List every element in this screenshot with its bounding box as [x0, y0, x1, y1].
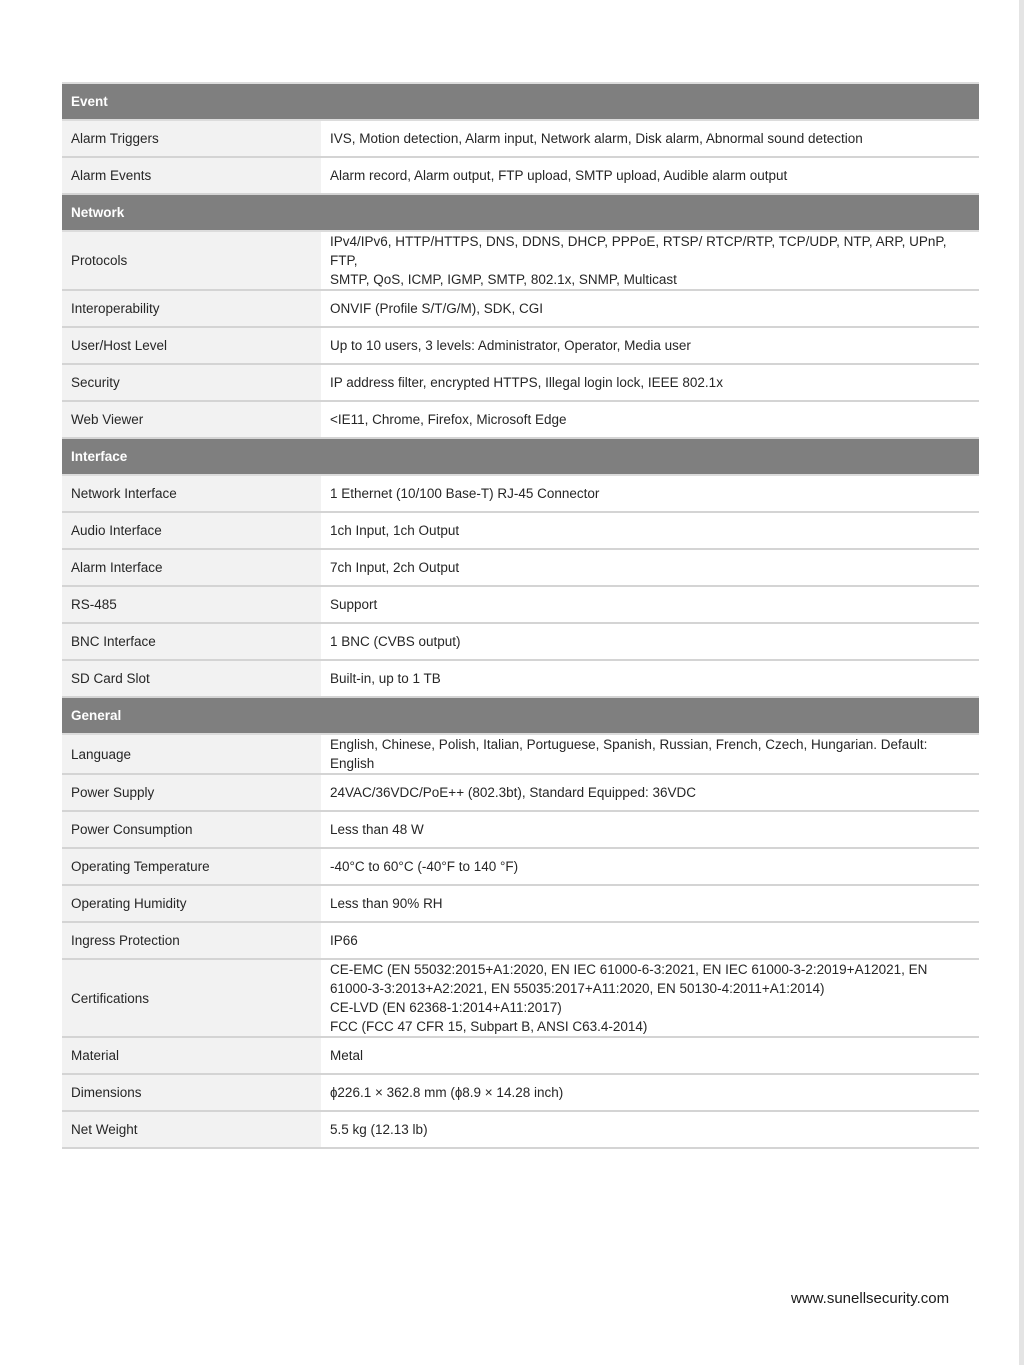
section-header-network — [62, 194, 979, 231]
section-header-general — [62, 697, 979, 734]
spec-value-line: 7ch Input, 2ch Output — [330, 560, 460, 575]
table-row — [62, 1074, 979, 1111]
spec-value-line: 5.5 kg (12.13 lb) — [330, 1122, 428, 1137]
spec-value — [321, 959, 979, 1037]
table-row — [62, 120, 979, 157]
spec-label: Security — [62, 364, 321, 401]
spec-label: Network Interface — [62, 475, 321, 512]
table-row — [62, 848, 979, 885]
section-title: Network — [62, 194, 979, 231]
spec-label: Web Viewer — [62, 401, 321, 438]
spec-value-line: ɸ226.1 × 362.8 mm (ɸ8.9 × 14.28 inch) — [330, 1085, 564, 1100]
spec-value — [321, 157, 979, 194]
table-row — [62, 512, 979, 549]
spec-value — [321, 848, 979, 885]
spec-value — [321, 586, 979, 623]
table-row — [62, 885, 979, 922]
spec-value-line: CE-LVD (EN 62368-1:2014+A11:2017) — [330, 1000, 562, 1015]
spec-value-line: 1ch Input, 1ch Output — [330, 523, 460, 538]
spec-label: Material — [62, 1037, 321, 1074]
table-row — [62, 401, 979, 438]
spec-value-line: SMTP, QoS, ICMP, IGMP, SMTP, 802.1x, SNMP, Multicast — [330, 272, 677, 287]
section-title: General — [62, 697, 979, 734]
spec-label: Alarm Triggers — [62, 120, 321, 157]
section-title: Event — [62, 83, 979, 120]
spec-label: BNC Interface — [62, 623, 321, 660]
spec-value-line: 24VAC/36VDC/PoE++ (802.3bt), Standard Equipped: 36VDC — [330, 785, 696, 800]
spec-label: Alarm Events — [62, 157, 321, 194]
spec-value — [321, 734, 979, 774]
spec-label: Interoperability — [62, 290, 321, 327]
spec-value — [321, 549, 979, 586]
spec-label: Power Supply — [62, 774, 321, 811]
spec-value — [321, 1074, 979, 1111]
spec-label: Audio Interface — [62, 512, 321, 549]
spec-value-line: 61000-3-3:2013+A2:2021, EN 55035:2017+A11:2020, EN 50130-4:2011+A1:2014) — [330, 981, 825, 996]
spec-label: Protocols — [62, 231, 321, 290]
table-row — [62, 774, 979, 811]
spec-value — [321, 290, 979, 327]
spec-value — [321, 401, 979, 438]
page-edge — [1019, 0, 1024, 1365]
table-row — [62, 549, 979, 586]
spec-label: Operating Temperature — [62, 848, 321, 885]
spec-label: SD Card Slot — [62, 660, 321, 697]
spec-label: Certifications — [62, 959, 321, 1037]
table-row — [62, 586, 979, 623]
spec-value-line: IP66 — [330, 933, 358, 948]
spec-value-line: -40°C to 60°C (-40°F to 140 °F) — [330, 859, 519, 874]
spec-value-line: CE-EMC (EN 55032:2015+A1:2020, EN IEC 61000-6-3:2021, EN IEC 61000-3-2:2019+A12021, EN — [330, 962, 928, 977]
section-header-interface — [62, 438, 979, 475]
spec-value — [321, 327, 979, 364]
spec-value-line: ONVIF (Profile S/T/G/M), SDK, CGI — [330, 301, 544, 316]
table-row — [62, 922, 979, 959]
spec-value — [321, 1111, 979, 1148]
spec-label: Operating Humidity — [62, 885, 321, 922]
spec-value-line: FCC (FCC 47 CFR 15, Subpart B, ANSI C63.4-2014) — [330, 1019, 648, 1034]
spec-value-line: English — [330, 756, 375, 771]
table-row — [62, 734, 979, 774]
spec-value — [321, 660, 979, 697]
spec-value — [321, 364, 979, 401]
table-row — [62, 811, 979, 848]
spec-value — [321, 922, 979, 959]
spec-value — [321, 120, 979, 157]
spec-label: Ingress Protection — [62, 922, 321, 959]
spec-value-line: IPv4/IPv6, HTTP/HTTPS, DNS, DDNS, DHCP, PPPoE, RTSP/ RTCP/RTP, TCP/UDP, NTP, ARP, UPnP, FTP, — [330, 234, 947, 268]
spec-value-line: Less than 90% RH — [330, 896, 443, 911]
spec-value-line: IP address filter, encrypted HTTPS, Illegal login lock, IEEE 802.1x — [330, 375, 723, 390]
table-row — [62, 959, 979, 1037]
spec-label: Language — [62, 734, 321, 774]
spec-value-line: <IE11, Chrome, Firefox, Microsoft Edge — [330, 412, 567, 427]
table-row — [62, 364, 979, 401]
spec-value-line: 1 BNC (CVBS output) — [330, 634, 461, 649]
spec-label: Dimensions — [62, 1074, 321, 1111]
spec-value — [321, 811, 979, 848]
spec-value — [321, 774, 979, 811]
spec-label: Net Weight — [62, 1111, 321, 1148]
spec-value-line: Less than 48 W — [330, 822, 424, 837]
section-title: Interface — [62, 438, 979, 475]
section-header-event — [62, 83, 979, 120]
spec-table — [62, 82, 979, 1149]
spec-value-line: Metal — [330, 1048, 364, 1063]
spec-value — [321, 475, 979, 512]
spec-value — [321, 885, 979, 922]
spec-value — [321, 1037, 979, 1074]
spec-value-line: Support — [330, 597, 378, 612]
spec-value-line: Built-in, up to 1 TB — [330, 671, 441, 686]
spec-value-line: IVS, Motion detection, Alarm input, Network alarm, Disk alarm, Abnormal sound detection — [330, 131, 863, 146]
table-row — [62, 1111, 979, 1148]
spec-value — [321, 231, 979, 290]
spec-value — [321, 623, 979, 660]
spec-value — [321, 512, 979, 549]
table-row — [62, 660, 979, 697]
spec-label: Power Consumption — [62, 811, 321, 848]
table-row — [62, 1037, 979, 1074]
table-row — [62, 157, 979, 194]
spec-label: User/Host Level — [62, 327, 321, 364]
spec-value-line: Alarm record, Alarm output, FTP upload, SMTP upload, Audible alarm output — [330, 168, 788, 183]
spec-value-line: Up to 10 users, 3 levels: Administrator, Operator, Media user — [330, 338, 691, 353]
table-row — [62, 623, 979, 660]
spec-label: Alarm Interface — [62, 549, 321, 586]
spec-value-line: 1 Ethernet (10/100 Base-T) RJ-45 Connector — [330, 486, 600, 501]
table-row — [62, 327, 979, 364]
table-row — [62, 290, 979, 327]
table-row — [62, 231, 979, 290]
spec-value-line: English, Chinese, Polish, Italian, Portuguese, Spanish, Russian, French, Czech, Hungarian. Default: — [330, 737, 928, 752]
table-row — [62, 475, 979, 512]
spec-label: RS-485 — [62, 586, 321, 623]
footer-url: www.sunellsecurity.com — [791, 1290, 950, 1307]
